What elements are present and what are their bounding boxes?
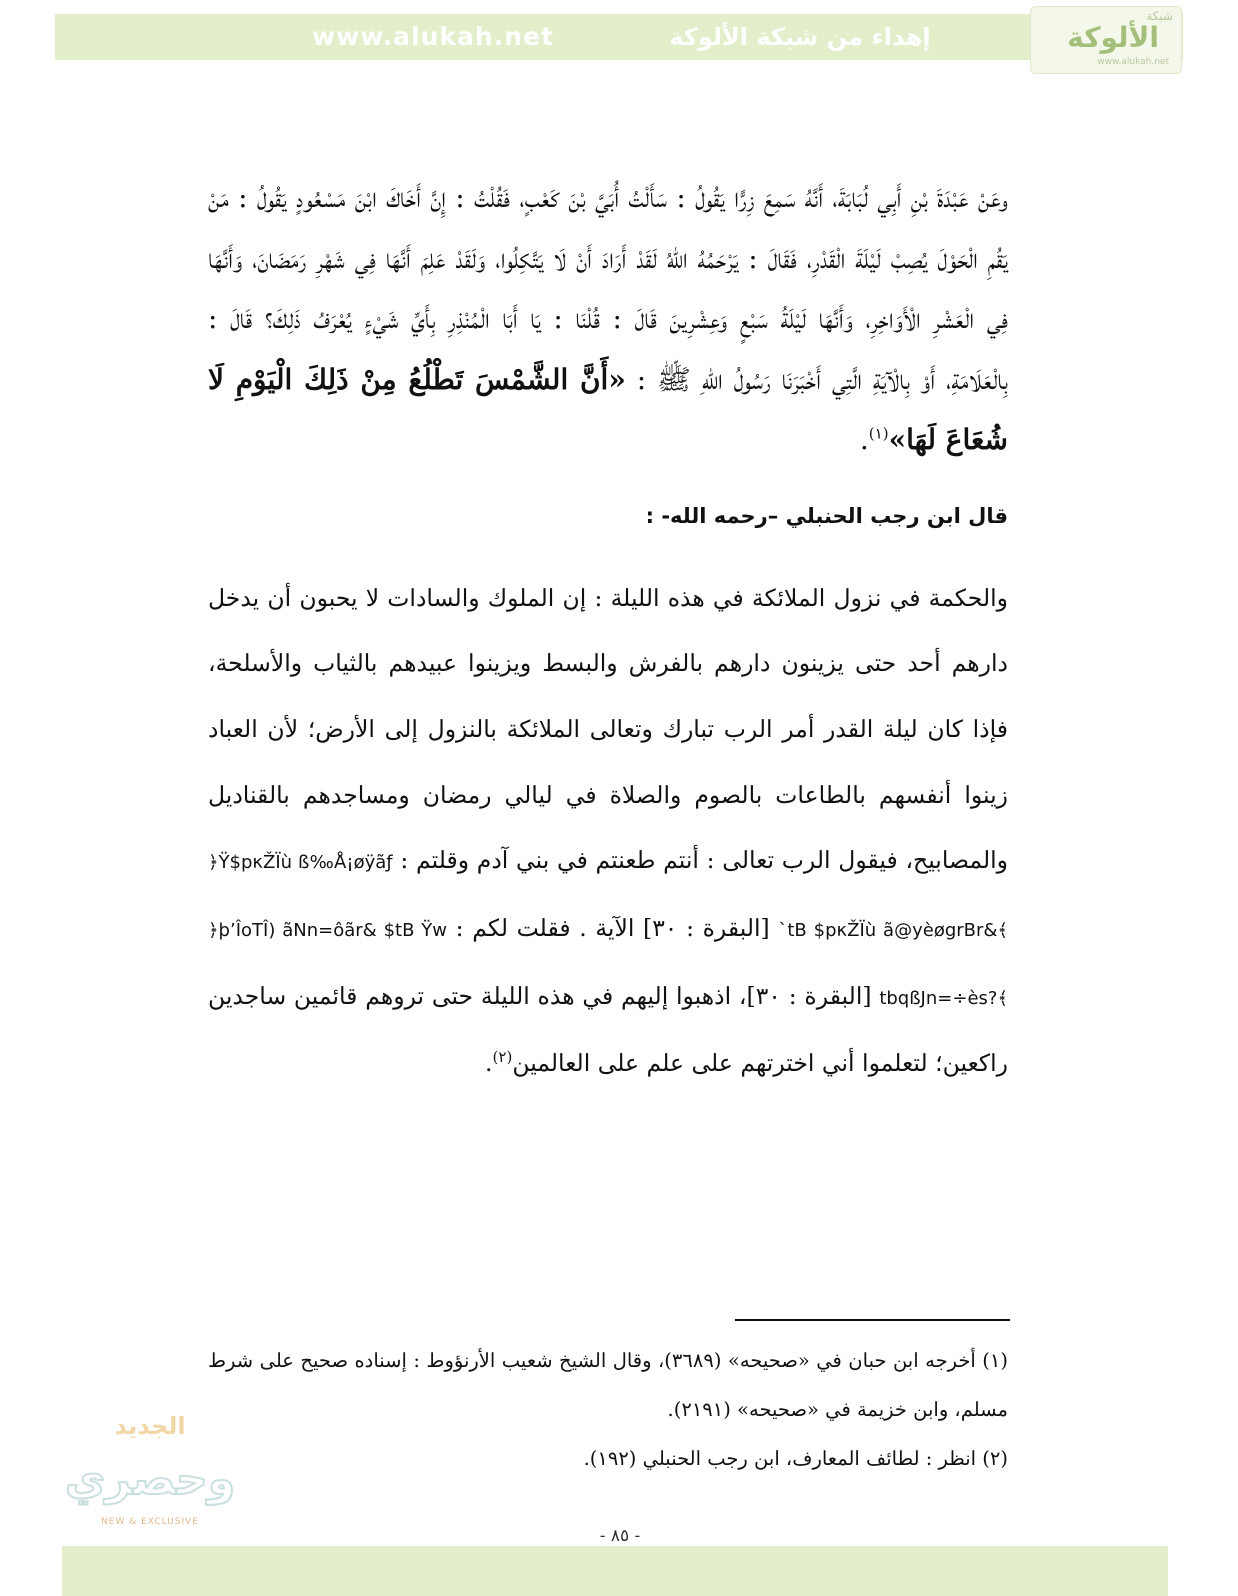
quran-ref-2: [البقرة : ٣٠] (746, 981, 880, 1010)
page-number: - ٨٥ - (599, 1526, 641, 1546)
logo-url-text: www.alukah.net (1097, 57, 1169, 67)
hadith-paragraph (208, 168, 1008, 471)
hadith-quote: «أَنَّ الشَّمْسَ تَطْلُعُ مِنْ ذَلِكَ الْيَوْمِ لَا شُعَاعَ لَهَا» (208, 362, 1008, 456)
footnote-ref-1: (١) (868, 424, 889, 443)
body-end: . (485, 1049, 493, 1078)
body-text-1: والحكمة في نزول الملائكة في هذه الليلة : إن الملوك والسادات لا يحبون أن يدخل دارهم أحد حتى يزينون دارهم بالفرش والبسط ويزينوا عبيدهم بالثياب والأسلحة، فإذا كان ليلة القدر أمر الرب تبارك وتعالى الملائكة بالنزول إلى الأرض؛ لأن العباد زينوا أنفسهم بالطاعات بالصوم والصلاة في ليالي رمضان ومساجدهم بالقناديل والمصابيح، فيقول الرب تعالى : أنتم طعنتم في بني آدم وقلتم : (208, 583, 1009, 875)
body-text-2: فقلت لكم : (447, 914, 580, 943)
footnote-1: (١) أخرجه ابن حبان في «صحيحه» (٣٦٨٩)، وقال الشيخ شعيب الأرنؤوط : إسناده صحيح على شرط مسلم، وابن خزيمة في «صحيحه» (٢١٩١). (208, 1349, 1009, 1421)
alukah-logo (1030, 6, 1182, 74)
footer-band (62, 1546, 1168, 1596)
header-title: إهداء من شبكة الألوكة (669, 23, 931, 51)
body-paragraph (208, 566, 1008, 1098)
logo-main-text: الألوكة (1067, 21, 1159, 54)
header-site-url: www.alukah.net (312, 22, 554, 51)
section-heading: قال ابن رجب الحنبلي –رحمه الله- : (645, 504, 1008, 528)
footnotes (208, 1336, 1008, 1483)
logo-small-text: شبكة (1146, 9, 1173, 23)
header-band (55, 14, 1183, 60)
quran-ref-1: [البقرة : ٣٠] الآية . (579, 914, 779, 943)
watermark-top-text: الجديد (114, 1412, 186, 1440)
footnote-2: (٢) انظر : لطائف المعارف، ابن رجب الحنبلي (١٩٢). (583, 1447, 1008, 1470)
new-exclusive-watermark (64, 1402, 236, 1532)
quran-verse-1: ﴿Ÿ$pκŽÏù ß‰Å¡øÿãƒ `tB $pκŽÏù ã@yèøgrBr&﴾ (208, 852, 1008, 942)
quran-verse-2: ﴿þ’ÎoTÎ) ãNn=ôãr& $tB Ÿw tbqßJn=÷ès?﴾ (208, 920, 1008, 1009)
body-text-3: ، اذهبوا إليهم في هذه الليلة حتى تروهم قائمين ساجدين راكعين؛ لتعلموا أني اخترتهم على علم على العالمين (208, 981, 1008, 1078)
watermark-main-text: وحصري (64, 1454, 236, 1505)
footnote-divider (735, 1319, 1010, 1321)
hadith-end: . (859, 423, 869, 456)
hadith-text: وعَنْ عَبْدَةَ بْنِ أَبِي لُبَابَةَ، أَنَّهُ سَمِعَ زِرًّا يَقُولُ : سَأَلْتُ أُبَيَّ بْنَ كَعْبٍ، فَقُلْتُ : إِنَّ أَخَاكَ ابْنَ مَسْعُودٍ يَقُولُ : مَنْ يَقُمِ الْحَوْلَ يُصِبْ لَيْلَةَ الْقَدْرِ، فَقَالَ : يَرْحَمُهُ اللهُ لَقَدْ أَرَادَ أَنْ لَا يَتَّكِلُوا، وَلَقَدْ عَلِمَ أَنَّهَا فِي شَهْرِ رَمَضَانَ، وَأَنَّهَا فِي الْعَشْرِ الْأَوَاخِرِ، وَأَنَّهَا لَيْلَةُ سَبْعٍ وَعِشْرِينَ قَالَ : قُلْنَا : يَا أَبَا الْمُنْذِرِ بِأَيِّ شَيْءٍ يُعْرَفُ ذَلِكَ؟ قَالَ : بِالْعَلَامَةِ، أَوْ بِالْآيَةِ الَّتِي أَخْبَرَنَا رَسُولُ اللهِ ﷺ : (208, 181, 1008, 396)
watermark-bottom-text: NEW & EXCLUSIVE (101, 1517, 199, 1527)
footnote-ref-2: (٢) (492, 1048, 513, 1067)
